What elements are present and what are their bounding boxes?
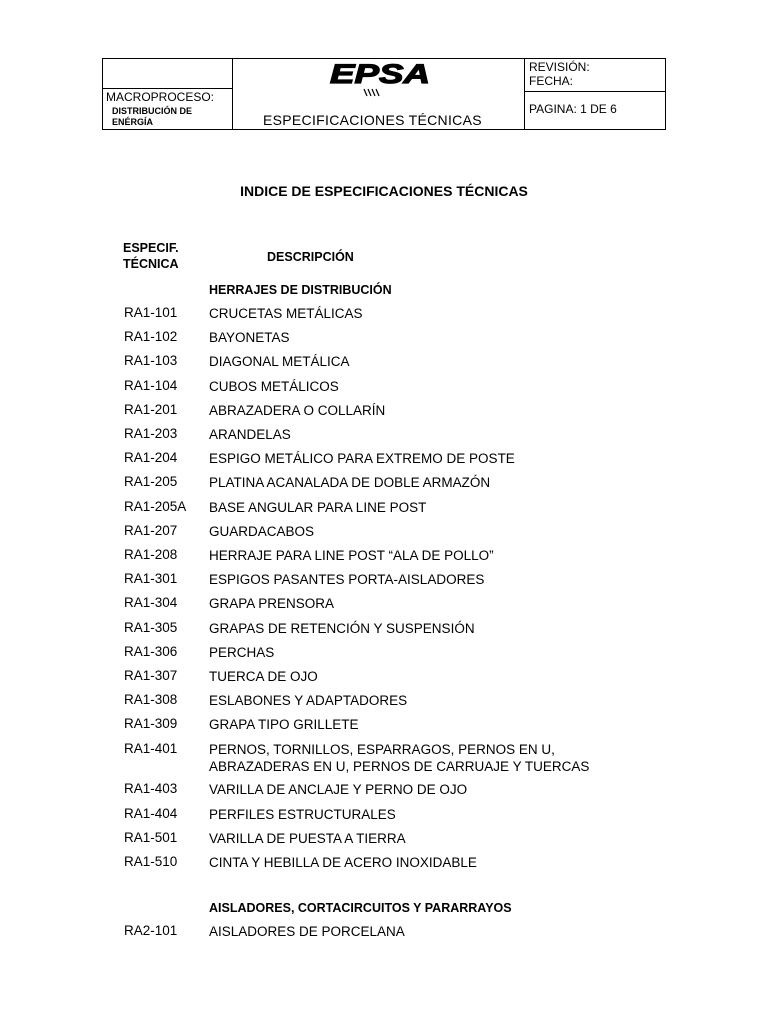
macroproceso-cell	[103, 59, 233, 129]
spec-code: RA1-103	[124, 353, 178, 369]
spec-description: ARANDELAS	[209, 427, 291, 442]
spec-description: AISLADORES DE PORCELANA	[209, 924, 405, 939]
spec-description: CINTA Y HEBILLA DE ACERO INOXIDABLE	[209, 854, 477, 870]
spec-description: ESPIGO METÁLICO PARA EXTREMO DE POSTE	[209, 451, 515, 467]
revision-label: REVISIÓN:	[529, 60, 590, 74]
spec-description: BAYONETAS	[209, 330, 290, 346]
spec-code: RA1-203	[124, 426, 178, 441]
revision-cell	[524, 59, 666, 129]
macroproceso-label: MACROPROCESO:	[106, 90, 215, 104]
spec-description: PERCHAS	[209, 644, 275, 660]
epsa-logo	[328, 59, 433, 97]
spec-code: RA1-305	[124, 619, 178, 635]
doc-title: ESPECIFICACIONES TÉCNICAS	[263, 112, 482, 128]
spec-code: RA1-309	[124, 716, 178, 732]
spec-description: BASE ANGULAR PARA LINE POST	[209, 499, 427, 515]
spec-code: RA1-205	[124, 474, 178, 490]
page-number: PAGINA: 1 DE 6	[529, 102, 617, 116]
spec-description: TUERCA DE OJO	[209, 669, 318, 684]
spec-code: RA1-201	[124, 401, 178, 417]
spec-description: HERRAJE PARA LINE POST “ALA DE POLLO”	[209, 548, 494, 563]
spec-code: RA1-205A	[124, 498, 187, 514]
spec-description: PLATINA ACANALADA DE DOBLE ARMAZÓN	[209, 475, 491, 491]
spec-description: DIAGONAL METÁLICA	[209, 354, 350, 370]
spec-code: RA1-204	[124, 450, 178, 466]
spec-code: RA1-207	[124, 522, 178, 538]
spec-description: PERFILES ESTRUCTURALES	[209, 806, 396, 822]
document-header	[102, 58, 666, 130]
spec-code: RA1-501	[124, 829, 178, 845]
spec-description: GRAPA PRENSORA	[209, 596, 335, 612]
spec-description: ESPIGOS PASANTES PORTA-AISLADORES	[209, 572, 485, 588]
spec-description: VARILLA DE PUESTA A TIERRA	[209, 830, 406, 846]
section-title: HERRAJES DE DISTRIBUCIÓN	[209, 283, 392, 297]
column-header-descripcion: DESCRIPCIÓN	[267, 250, 354, 264]
spec-description: ABRAZADERA O COLLARÍN	[209, 402, 386, 418]
spec-code: RA1-401	[124, 740, 178, 756]
spec-description: CUBOS METÁLICOS	[209, 378, 339, 394]
spec-description: PERNOS, TORNILLOS, ESPARRAGOS, PERNOS EN U, ABRAZADERAS EN U, PERNOS DE CARRUAJE Y TUERCAS	[209, 741, 590, 774]
spec-description: GRAPAS DE RETENCIÓN Y SUSPENSIÓN	[209, 620, 475, 636]
spec-code: RA1-403	[124, 781, 178, 797]
spec-code: RA1-306	[124, 643, 178, 659]
spec-code: RA1-301	[124, 571, 178, 587]
spec-description: CRUCETAS METÁLICAS	[209, 306, 363, 321]
column-header-espec: ESPECIF. TÉCNICA	[123, 241, 179, 271]
logo-text: EPSA	[330, 59, 430, 89]
macroproceso-value: DISTRIBUCIÓN DE ENÉRGÍA	[112, 106, 193, 127]
spec-code: RA1-308	[124, 692, 178, 708]
spec-code: RA1-104	[124, 377, 178, 393]
page-title: INDICE DE ESPECIFICACIONES TÉCNICAS	[240, 183, 528, 199]
spec-code: RA1-102	[124, 329, 178, 345]
spec-description: GRAPA TIPO GRILLETE	[209, 717, 359, 733]
spec-code: RA2-101	[124, 923, 178, 938]
spec-description: VARILLA DE ANCLAJE Y PERNO DE OJO	[209, 782, 468, 798]
section-title: AISLADORES, CORTACIRCUITOS Y PARARRAYOS	[209, 901, 512, 915]
spec-description: ESLABONES Y ADAPTADORES	[209, 693, 408, 709]
spec-code: RA1-208	[124, 547, 178, 562]
spec-code: RA1-510	[124, 853, 178, 869]
spec-code: RA1-304	[124, 595, 178, 611]
spec-code: RA1-404	[124, 805, 178, 821]
fecha-label: FECHA:	[529, 74, 574, 88]
spec-description: GUARDACABOS	[209, 523, 315, 539]
spec-code: RA1-307	[124, 668, 178, 683]
spec-code: RA1-101	[124, 305, 178, 320]
